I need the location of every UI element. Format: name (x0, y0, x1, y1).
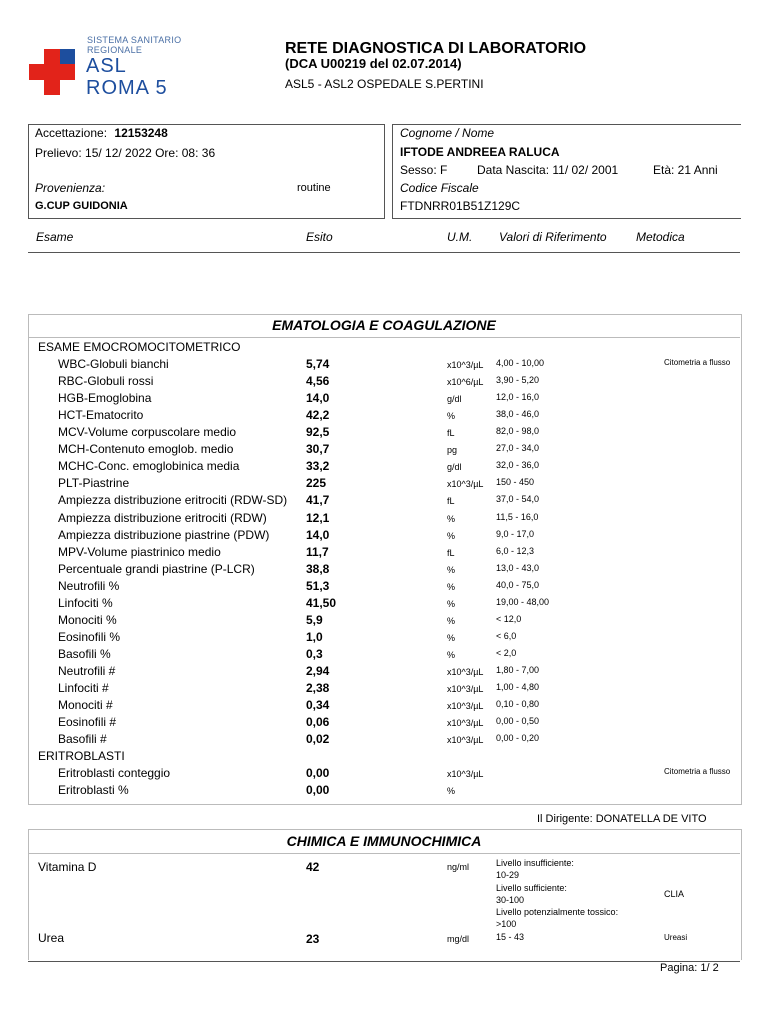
exam-name: Eritroblasti conteggio (58, 766, 171, 781)
exam-name: Ampiezza distribuzione eritrociti (RDW-SD) (58, 493, 288, 508)
exam-reference: 82,0 - 98,0 (496, 426, 540, 437)
exam-row (0, 783, 768, 800)
exam-row (0, 391, 768, 408)
cf-value: FTDNRR01B51Z129C (400, 199, 521, 213)
exam-value: 1,0 (306, 629, 323, 644)
exam-unit: % (447, 786, 456, 797)
section1-title-divider (28, 337, 740, 338)
exam-name: Ampiezza distribuzione piastrine (PDW) (58, 527, 270, 542)
exam-unit: g/dl (447, 462, 462, 473)
vitd-method: CLIA (664, 889, 685, 899)
cf-label: Codice Fiscale (400, 181, 479, 195)
exam-name: Percentuale grandi piastrine (P-LCR) (58, 561, 255, 576)
exam-value: 33,2 (306, 459, 330, 474)
exam-value: 2,94 (306, 663, 330, 678)
exam-name: PLT-Piastrine (58, 476, 130, 491)
accettazione-label: Accettazione: (35, 126, 108, 140)
exam-unit: x10^3/µL (447, 360, 484, 371)
exam-unit: x10^3/µL (447, 769, 484, 780)
exam-value: 225 (306, 476, 327, 491)
exam-value: 5,9 (306, 612, 323, 627)
provenienza-type: routine (297, 182, 331, 194)
vitd-ref-line: Livello sufficiente: (496, 882, 567, 893)
exam-unit: % (447, 598, 456, 609)
exam-reference: 11,5 - 16,0 (496, 511, 539, 522)
exam-row (0, 408, 768, 425)
exam-name: Linfociti % (58, 595, 113, 610)
exam-unit: % (447, 581, 456, 592)
exam-method: Citometria a flusso (664, 358, 731, 368)
exam-reference: 1,00 - 4,80 (496, 682, 540, 692)
section2-title: CHIMICA E IMMUNOCHIMICA (286, 833, 482, 849)
exam-row (0, 630, 768, 647)
col-metodica: Metodica (636, 230, 685, 244)
exam-row (0, 698, 768, 715)
exam-reference: 12,0 - 16,0 (496, 392, 540, 403)
exam-reference: 4,00 - 10,00 (496, 358, 545, 369)
exam-row (0, 357, 768, 374)
exam-reference: 19,00 - 48,00 (496, 596, 550, 607)
exam-row (0, 511, 768, 528)
exam-value: 14,0 (306, 527, 330, 542)
exam-name: MCV-Volume corpuscolare medio (58, 425, 237, 440)
exam-name: WBC-Globuli bianchi (58, 357, 169, 372)
exam-unit: x10^3/µL (447, 666, 484, 677)
exam-row (0, 664, 768, 681)
exam-row (0, 476, 768, 493)
exam-reference: 13,0 - 43,0 (496, 562, 540, 573)
exam-row (0, 528, 768, 545)
exam-unit: g/dl (447, 394, 462, 405)
exam-unit: x10^3/µL (447, 735, 484, 746)
exam-row (0, 715, 768, 732)
exam-reference: 0,00 - 0,20 (496, 733, 540, 744)
exam-value: 30,7 (306, 442, 330, 457)
section2-title-divider (28, 853, 740, 854)
exam-value: 14,0 (306, 391, 330, 406)
exam-value: 12,1 (306, 510, 330, 525)
col-esame: Esame (36, 230, 74, 244)
exam-value: 11,7 (306, 544, 329, 559)
exam-row (0, 493, 768, 510)
logo-text-roma: ROMA 5 (86, 77, 168, 99)
exam-name: Neutrofili # (58, 663, 116, 678)
exam-unit: x10^3/µL (447, 718, 484, 729)
provenienza-value: G.CUP GUIDONIA (35, 200, 128, 212)
accettazione-value: 12153248 (114, 126, 168, 140)
exam-unit: fL (447, 428, 455, 439)
logo-text-asl: ASL (86, 55, 127, 77)
exam-reference: 6,0 - 12,3 (496, 545, 535, 556)
vitd-um: ng/ml (447, 862, 470, 872)
patient-name: IFTODE ANDREEA RALUCA (400, 145, 560, 159)
vitd-name: Vitamina D (38, 860, 97, 874)
exam-row (0, 340, 768, 357)
exam-row (0, 545, 768, 562)
exam-value: 41,50 (306, 595, 337, 610)
exam-value: 0,00 (306, 766, 330, 781)
exam-name: Ampiezza distribuzione eritrociti (RDW) (58, 510, 267, 525)
footer-divider (28, 961, 740, 962)
exam-unit: % (447, 649, 456, 660)
exam-name: Eosinofili # (58, 715, 117, 730)
exam-value: 92,5 (306, 425, 330, 440)
exam-value: 2,38 (306, 681, 330, 695)
exam-name: MCH-Contenuto emoglob. medio (58, 442, 234, 457)
exam-unit: % (447, 632, 456, 643)
page-number: Pagina: 1/ 2 (660, 962, 719, 974)
exam-unit: fL (447, 496, 455, 507)
report-title: RETE DIAGNOSTICA DI LABORATORIO (285, 40, 587, 57)
exam-unit: % (447, 411, 456, 422)
exam-unit: x10^6/µL (447, 377, 484, 388)
col-um: U.M. (447, 230, 473, 244)
exam-name: ESAME EMOCROMOCITOMETRICO (38, 340, 241, 354)
exam-reference: 32,0 - 36,0 (496, 460, 540, 471)
prelievo-info: Prelievo: 15/ 12/ 2022 Ore: 08: 36 (35, 146, 216, 160)
exam-value: 0,00 (306, 783, 330, 798)
exam-name: HGB-Emoglobina (58, 391, 152, 406)
exam-row (0, 374, 768, 391)
exam-name: RBC-Globuli rossi (58, 374, 154, 389)
exam-reference: 27,0 - 34,0 (496, 443, 540, 454)
exam-reference: 3,90 - 5,20 (496, 375, 540, 386)
exam-unit: pg (447, 445, 458, 456)
exam-name: Monociti % (58, 612, 117, 627)
patient-age: Età: 21 Anni (653, 163, 718, 177)
patient-birthdate: Data Nascita: 11/ 02/ 2001 (477, 163, 619, 177)
patient-sex: Sesso: F (400, 163, 448, 177)
col-esito: Esito (306, 230, 333, 244)
exam-reference: 0,10 - 0,80 (496, 699, 540, 710)
exam-name: Linfociti # (58, 681, 109, 695)
exam-row (0, 579, 768, 596)
vitd-ref-line: >100 (496, 919, 517, 930)
exam-unit: fL (447, 547, 455, 558)
exam-reference: < 2,0 (496, 647, 517, 658)
exam-value: 38,8 (306, 561, 330, 576)
column-divider (28, 252, 740, 253)
exam-value: 4,56 (306, 374, 330, 389)
exam-reference: 0,00 - 0,50 (496, 716, 540, 727)
col-valori: Valori di Riferimento (499, 230, 607, 244)
exam-unit: x10^3/µL (447, 701, 484, 712)
exam-reference: < 12,0 (496, 613, 522, 624)
exam-row (0, 732, 768, 749)
exam-value: 41,7 (306, 493, 330, 508)
exam-row (0, 681, 768, 698)
exam-name: HCT-Ematocrito (58, 408, 144, 423)
vitd-ref-line: 30-100 (496, 894, 525, 905)
logo-text-sistema: SISTEMA SANITARIO (87, 35, 182, 45)
exam-value: 51,3 (306, 578, 330, 593)
exam-value: 5,74 (306, 357, 330, 372)
exam-name: Basofili # (58, 732, 107, 747)
exam-value: 0,3 (306, 646, 323, 661)
exam-name: ERITROBLASTI (38, 749, 125, 764)
hospital-name: ASL5 - ASL2 OSPEDALE S.PERTINI (285, 77, 484, 91)
exam-row (0, 647, 768, 664)
exam-unit: % (447, 564, 456, 575)
exam-reference: 1,80 - 7,00 (496, 664, 540, 675)
exam-unit: % (447, 615, 456, 626)
report-subtitle: (DCA U00219 del 02.07.2014) (285, 56, 462, 71)
provenienza-label: Provenienza: (35, 181, 106, 195)
urea-ref: 15 - 43 (496, 932, 525, 942)
exam-name: Eosinofili % (58, 629, 121, 644)
exam-reference: 9,0 - 17,0 (496, 528, 535, 539)
exam-value: 42,2 (306, 408, 330, 423)
accettazione-row (35, 126, 168, 140)
name-label: Cognome / Nome (400, 126, 495, 140)
exam-value: 0,02 (306, 732, 330, 747)
exam-name: Monociti # (58, 698, 113, 713)
exam-row (0, 425, 768, 442)
exam-reference: 38,0 - 46,0 (496, 409, 540, 420)
exam-row (0, 442, 768, 459)
exam-unit: x10^3/µL (447, 684, 484, 694)
exam-row (0, 562, 768, 579)
asl-cross-logo-icon (27, 47, 77, 97)
exam-value: 0,06 (306, 715, 330, 730)
urea-name: Urea (38, 931, 65, 945)
logo-text-regionale: REGIONALE (87, 45, 143, 55)
exam-row (0, 749, 768, 766)
urea-um: mg/dl (447, 934, 470, 944)
exam-unit: % (447, 530, 456, 541)
vitd-ref-line: Livello potenzialmente tossico: (496, 907, 619, 918)
vitd-value: 42 (306, 860, 320, 874)
exam-reference: 40,0 - 75,0 (496, 579, 540, 590)
urea-method: Ureasi (664, 933, 688, 942)
exam-value: 0,34 (306, 698, 330, 713)
section1-title: EMATOLOGIA E COAGULAZIONE (272, 317, 496, 333)
exam-name: Neutrofili % (58, 578, 120, 593)
exam-unit: % (447, 513, 456, 524)
exam-row (0, 613, 768, 630)
exam-reference: 37,0 - 54,0 (496, 494, 540, 505)
exam-row (0, 766, 768, 783)
exam-name: Basofili % (58, 646, 111, 661)
exam-row (0, 459, 768, 476)
exam-method: Citometria a flusso (664, 767, 731, 777)
exam-reference: 150 - 450 (496, 477, 535, 488)
exam-reference: < 6,0 (496, 630, 517, 641)
vitd-ref-line: Livello insufficiente: (496, 858, 574, 868)
urea-value: 23 (306, 932, 320, 946)
dirigente-signature: Il Dirigente: DONATELLA DE VITO (537, 813, 707, 825)
exam-name: MCHC-Conc. emoglobinica media (58, 459, 240, 474)
exam-name: MPV-Volume piastrinico medio (58, 544, 221, 559)
vitd-ref (496, 857, 618, 931)
exam-unit: x10^3/µL (447, 479, 484, 490)
vitd-ref-line: 10-29 (496, 870, 520, 881)
exam-name: Eritroblasti % (58, 783, 129, 798)
exam-row (0, 596, 768, 613)
